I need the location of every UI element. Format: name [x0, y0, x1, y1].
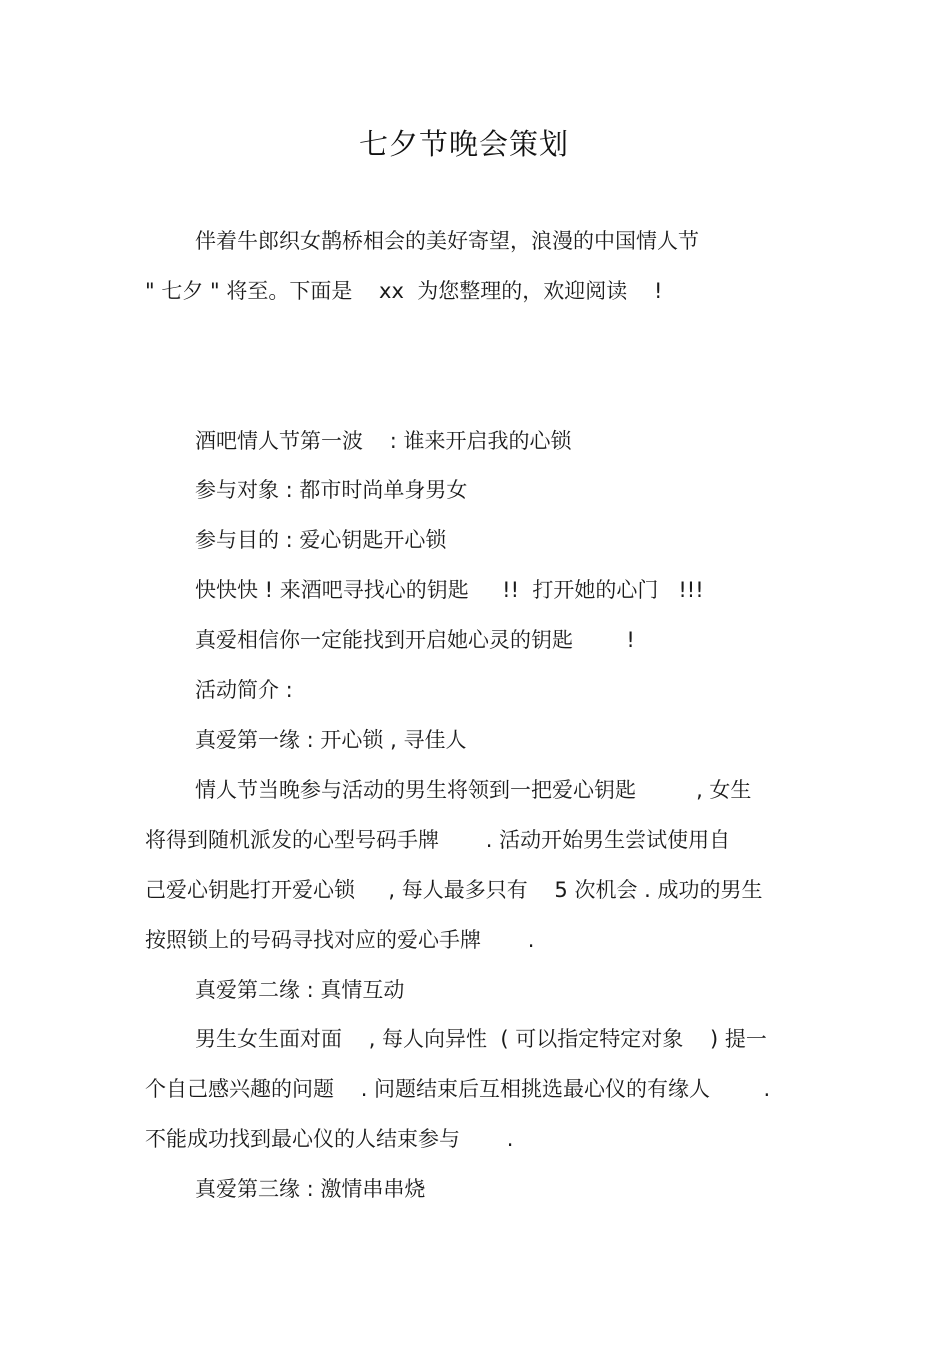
first-fate-paragraph-line-2: 将得到随机派发的心型号码手牌 . 活动开始男生尝试使用自 — [145, 828, 731, 852]
document-title: 七夕节晚会策划 — [358, 127, 569, 161]
first-fate-paragraph-line-1: 情人节当晚参与活动的男生将领到一把爱心钥匙 , 女生 — [195, 778, 752, 802]
second-fate-paragraph-line-2: 个自己感兴趣的问题 . 问题结束后互相挑选最心仪的有缘人 . — [145, 1077, 771, 1101]
first-fate-paragraph-line-4: 按照锁上的号码寻找对应的爱心手牌 . — [145, 928, 535, 952]
slogan-line-2: 真爱相信你一定能找到开启她心灵的钥匙 ! — [195, 628, 635, 652]
activity-intro-heading: 活动简介 : — [195, 678, 293, 702]
second-fate-paragraph-line-1: 男生女生面对面 , 每人向异性 ( 可以指定特定对象 ) 提一 — [195, 1027, 767, 1051]
intro-paragraph-line-1: 伴着牛郎织女鹊桥相会的美好寄望，浪漫的中国情人节 — [195, 229, 699, 253]
second-fate-paragraph-line-3: 不能成功找到最心仪的人结束参与 . — [145, 1127, 514, 1151]
section-heading-first-wave: 酒吧情人节第一波 : 谁来开启我的心锁 — [195, 429, 572, 453]
second-fate-heading: 真爱第二缘 : 真情互动 — [195, 978, 405, 1002]
participants-line: 参与对象 : 都市时尚单身男女 — [195, 478, 468, 502]
first-fate-heading: 真爱第一缘 : 开心锁 , 寻佳人 — [195, 728, 467, 752]
purpose-line: 参与目的 : 爱心钥匙开心锁 — [195, 528, 447, 552]
first-fate-paragraph-line-3: 己爱心钥匙打开爱心锁 , 每人最多只有 5 次机会 . 成功的男生 — [145, 878, 763, 902]
intro-paragraph-line-2: " 七夕 " 将至。下面是 xx 为您整理的，欢迎阅读 ! — [145, 279, 663, 303]
slogan-line-1: 快快快 ! 来酒吧寻找心的钥匙 !! 打开她的心门 !!! — [195, 578, 704, 602]
third-fate-heading: 真爱第三缘 : 激情串串烧 — [195, 1177, 426, 1201]
